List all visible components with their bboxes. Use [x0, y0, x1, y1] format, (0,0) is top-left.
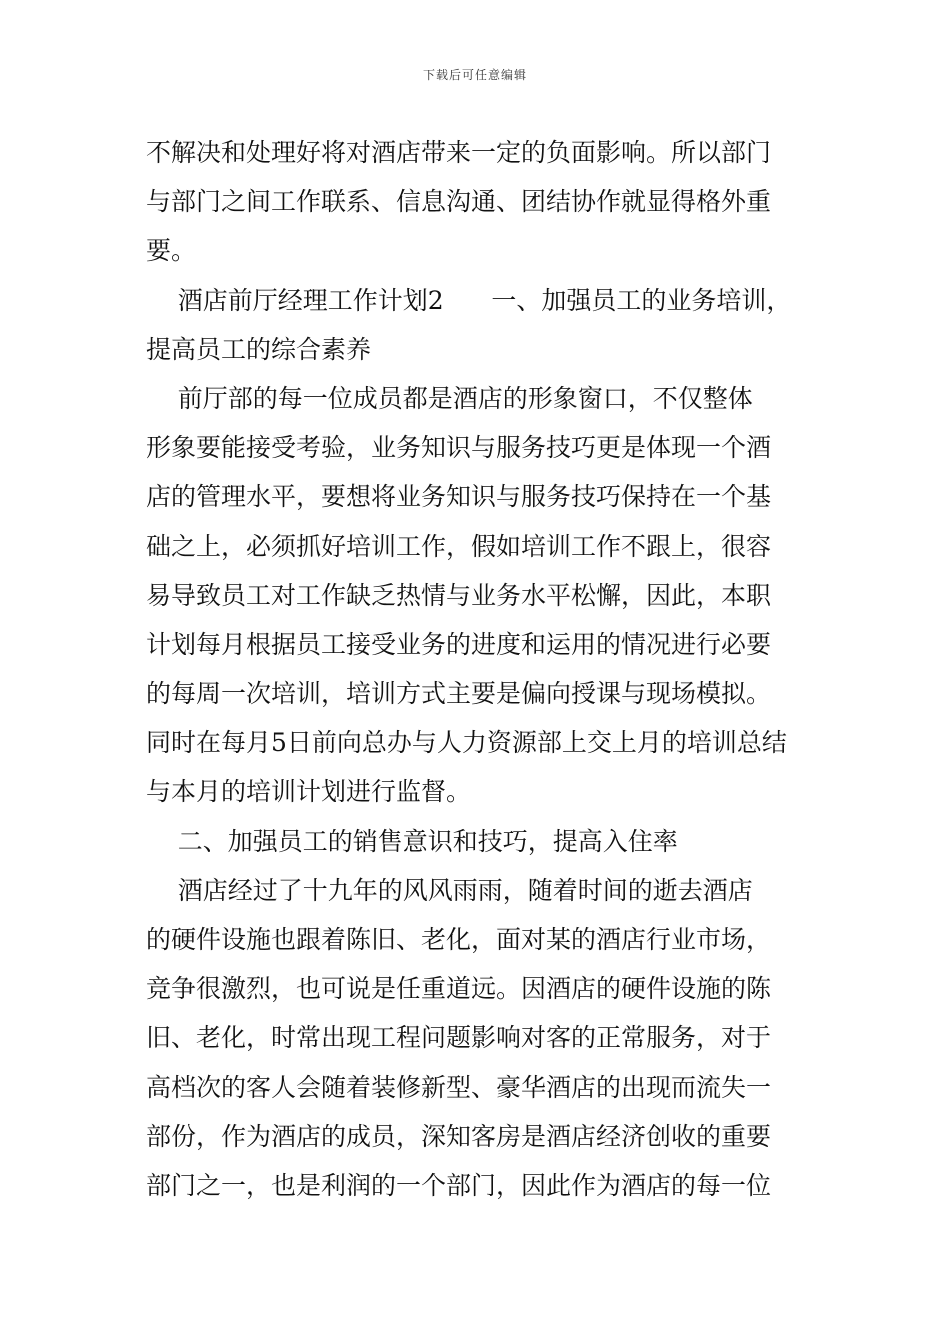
text-line: 易导致员工对工作缺乏热情与业务水平松懈，因此，本职 [146, 580, 772, 610]
section-heading-line: 酒店前厅经理工作计划2 一、加强员工的业务培训， [146, 285, 792, 315]
text-line: 店的管理水平，要想将业务知识与服务技巧保持在一个基 [146, 482, 772, 512]
text-line: 计划每月根据员工接受业务的进度和运用的情况进行必要 [146, 629, 772, 659]
text-line: 础之上，必须抓好培训工作，假如培训工作不跟上，很容 [146, 531, 772, 561]
text-line: 的每周一次培训，培训方式主要是偏向授课与现场模拟。 [146, 679, 772, 709]
text-line: 的硬件设施也跟着陈旧、老化，面对某的酒店行业市场， [146, 925, 772, 954]
text-line: 竞争很激烈，也可说是任重道远。因酒店的硬件设施的陈 [146, 974, 772, 1004]
page-header: 下载后可任意编辑 [422, 68, 527, 82]
text-line: 部份，作为酒店的成员，深知客房是酒店经济创收的重要 [146, 1121, 772, 1151]
text-line: 与部门之间工作联系、信息沟通、团结协作就显得格外重 [146, 187, 772, 217]
section-heading-line: 二、加强员工的销售意识和技巧，提高入住率 [146, 826, 678, 856]
text-line: 与本月的培训计划进行监督。 [146, 777, 472, 807]
document-body [146, 128, 808, 1210]
text-line: 高档次的客人会随着装修新型、豪华酒店的出现而流失一 [146, 1072, 772, 1102]
text-line: 不解决和处理好将对酒店带来一定的负面影响。所以部门 [146, 138, 772, 167]
text-line: 同时在每月5日前向总办与人力资源部上交上月的培训总结 [146, 728, 787, 758]
text-line: 要。 [146, 236, 197, 266]
text-line: 前厅部的每一位成员都是酒店的形象窗口，不仅整体 [146, 383, 753, 413]
text-line: 旧、老化，时常出现工程问题影响对客的正常服务，对于 [146, 1023, 772, 1053]
text-line: 酒店经过了十九年的风风雨雨，随着时间的逝去酒店 [146, 875, 753, 905]
text-line: 部门之一，也是利润的一个部门，因此作为酒店的每一位 [146, 1170, 772, 1200]
text-line: 形象要能接受考验，业务知识与服务技巧更是体现一个酒 [146, 433, 772, 463]
section-heading-line: 提高员工的综合素养 [146, 334, 372, 364]
